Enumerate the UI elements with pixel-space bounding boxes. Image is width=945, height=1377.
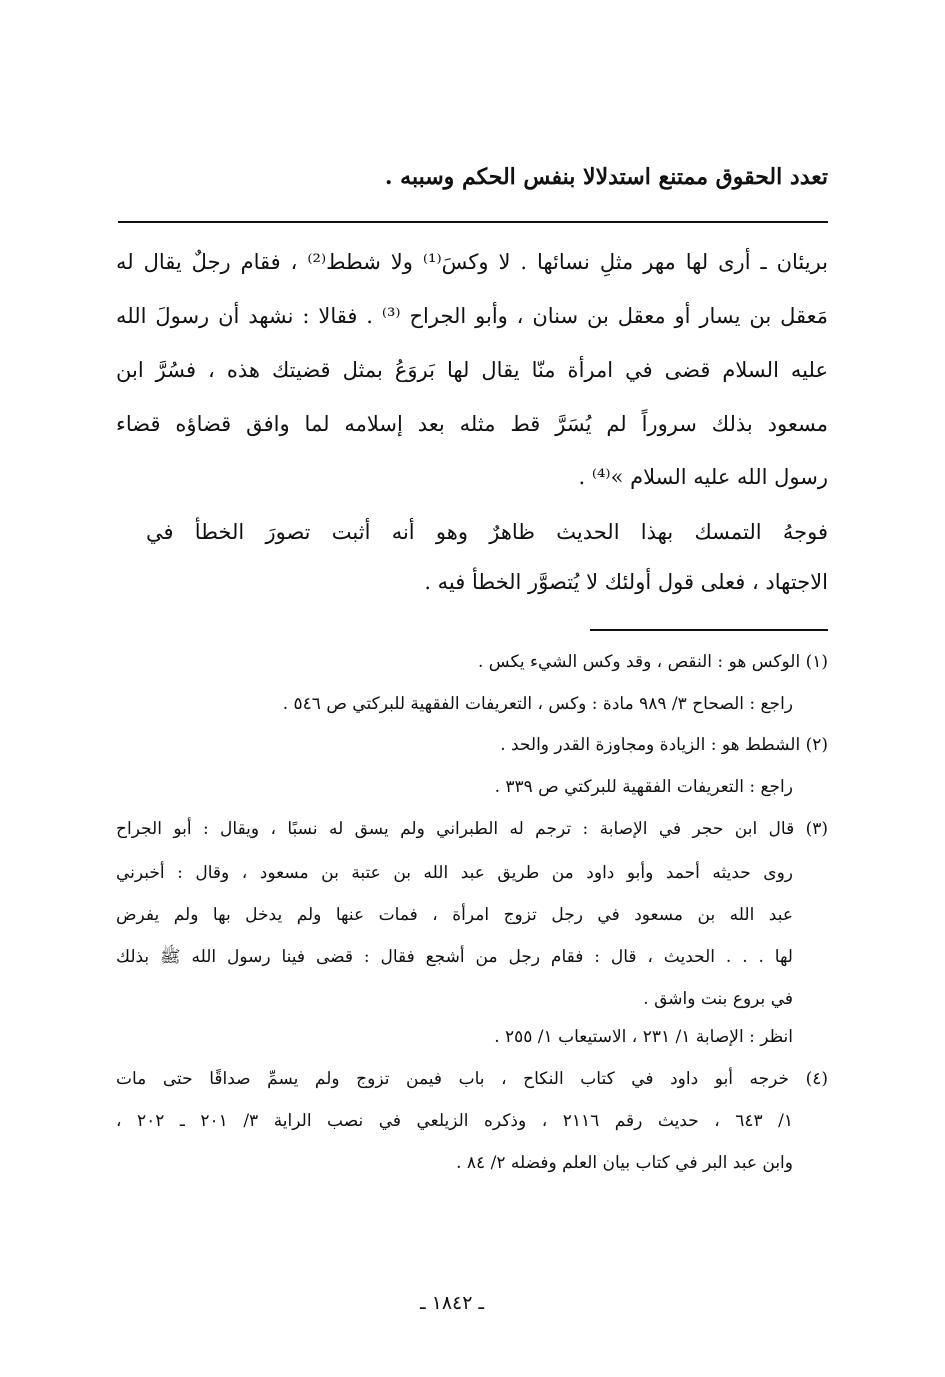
footnote-line: (١) الوكس هو : النقص ، وقد وكس الشيء يكس . xyxy=(478,652,828,672)
footnote-line: راجع : الصحاح ٣/ ٩٨٩ مادة : وكس ، التعريفات الفقهية للبركتي ص ٥٤٦ . xyxy=(282,694,793,714)
footnote-line: انظر : الإصابة ١/ ٢٣١ ، الاستيعاب ١/ ٢٥٥ . xyxy=(494,1027,793,1047)
footnote-line: عبد الله بن مسعود في رجل تزوج امرأة ، فمات عنها ولم يدخل بها ولم يفرض xyxy=(116,905,793,925)
body-line: مَعقل بن يسار أو معقل بن سنان ، وأبو الجراح ⁽³⁾ . فقالا : نشهد أن رسولَ الله xyxy=(116,304,828,328)
footnote-line: وابن عبد البر في كتاب بيان العلم وفضله ٢/ ٨٤ . xyxy=(456,1153,793,1173)
footnote-line: في بروع بنت واشق . xyxy=(643,989,793,1009)
footnote-line: لها . . . الحديث ، قال : فقام رجل من أشجع فقال : قضى فينا رسول الله ﷺ بذلك xyxy=(116,947,793,967)
footnote-line: روى حديثه أحمد وأبو داود من طريق عبد الله بن عتبة بن مسعود ، وقال : أخبرني xyxy=(116,863,793,883)
footnote-rule xyxy=(590,629,828,631)
running-header: تعدد الحقوق ممتنع استدلالا بنفس الحكم وسببه . xyxy=(384,164,828,190)
body-line: رسول الله عليه السلام »⁽⁴⁾ . xyxy=(578,465,828,489)
page-number: ـ ١٨٤٢ ـ xyxy=(420,1292,485,1314)
footnote-line: (٣) قال ابن حجر في الإصابة : ترجم له الطبراني ولم يسق له نسبًا ، ويقال : أبو الجراح xyxy=(116,819,828,839)
body-line: عليه السلام قضى في امرأة منّا يقال لها بَروَعُ بمثل قضيتك هذه ، فسُرَّ ابن xyxy=(116,358,828,382)
footnote-line: ١/ ٦٤٣ ، حديث رقم ٢١١٦ ، وذكره الزيلعي في نصب الراية ٣/ ٢٠١ ـ ٢٠٢ ، xyxy=(116,1111,794,1131)
footnote-line: راجع : التعريفات الفقهية للبركتي ص ٣٣٩ . xyxy=(494,777,793,797)
body-line: بريئان ـ أرى لها مهر مثلِ نسائها . لا وكسَ⁽¹⁾ ولا شطط⁽²⁾ ، فقام رجلٌ يقال له xyxy=(116,250,828,274)
body-line: الاجتهاد ، فعلى قول أولئك لا يُتصوَّر الخطأ فيه . xyxy=(424,570,828,594)
header-rule xyxy=(118,221,828,223)
body-line: مسعود بذلك سروراً لم يُسَرَّ قط مثله بعد إسلامه لما وافق قضاؤه قضاء xyxy=(116,412,828,436)
body-line: فوجهُ التمسك بهذا الحديث ظاهرٌ وهو أنه أثبت تصورَ الخطأ في xyxy=(146,520,828,544)
footnote-line: (٤) خرجه أبو داود في كتاب النكاح ، باب فيمن تزوج ولم يسمِّ صداقًا حتى مات xyxy=(116,1069,828,1089)
footnote-line: (٢) الشطط هو : الزيادة ومجاوزة القدر والحد . xyxy=(500,735,828,755)
